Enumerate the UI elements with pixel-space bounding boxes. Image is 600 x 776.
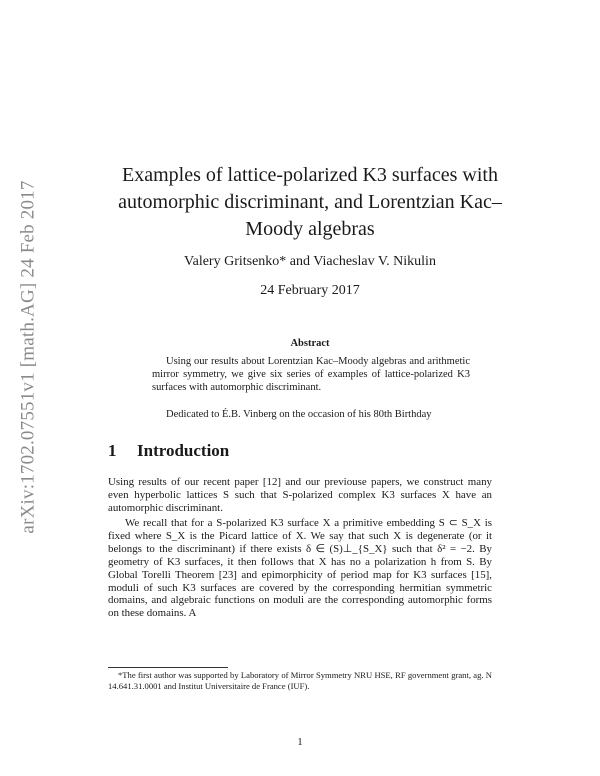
section-title: Introduction [137, 441, 230, 460]
dedication-line: Dedicated to É.B. Vinberg on the occasion of his 80th Birthday [166, 409, 432, 420]
body-paragraph: We recall that for a S-polarized K3 surface X a primitive embedding S ⊂ S_X is fixed where S_X is the Picard lattice of X. We say that such X is degenerate (or it belongs to the discriminant) if there exists δ ∈ (S)⊥_{S_X} such that δ² = −2. By geometry of K3 surfaces, it then follows that X has no a polarization h from S. By Global Torelli Theorem [23] and epimorphicity of period map for K3 surfaces [15], moduli of such K3 surfaces are covered by the corresponding hermitian symmetric domains, and algebraic functions on moduli are the corresponding automorphic forms on these domains. A [108, 517, 492, 620]
section-number: 1 [108, 441, 117, 460]
arxiv-identifier-stamp [14, 174, 44, 540]
arxiv-identifier-text: arXiv:1702.07551v1 [math.AG] 24 Feb 2017 [18, 180, 40, 534]
page-number: 1 [297, 736, 303, 748]
abstract-text: Using our results about Lorentzian Kac–Moody algebras and arithmetic mirror symmetry, we give six series of examples of lattice-polarized K3 surfaces with automorphic discriminant. [152, 356, 470, 393]
publication-date: 24 February 2017 [260, 283, 360, 298]
section-heading [108, 441, 229, 461]
footnote-text: *The first author was supported by Laboratory of Mirror Symmetry NRU HSE, RF government grant, ag. N 14.641.31.0001 and Institut Universitaire de France (IUF). [108, 670, 492, 691]
author-list: Valery Gritsenko* and Viacheslav V. Nikulin [184, 254, 436, 269]
abstract-heading: Abstract [290, 338, 330, 349]
footnote-divider [108, 667, 228, 668]
body-paragraph: Using results of our recent paper [12] and our previouse papers, we construct many even hyperbolic lattices S such that S-polarized complex K3 surfaces X have an automorphic discriminant. [108, 476, 492, 514]
paper-title: Examples of lattice-polarized K3 surfaces with automorphic discriminant, and Lorentzian Kac–Moody algebras [118, 164, 502, 240]
